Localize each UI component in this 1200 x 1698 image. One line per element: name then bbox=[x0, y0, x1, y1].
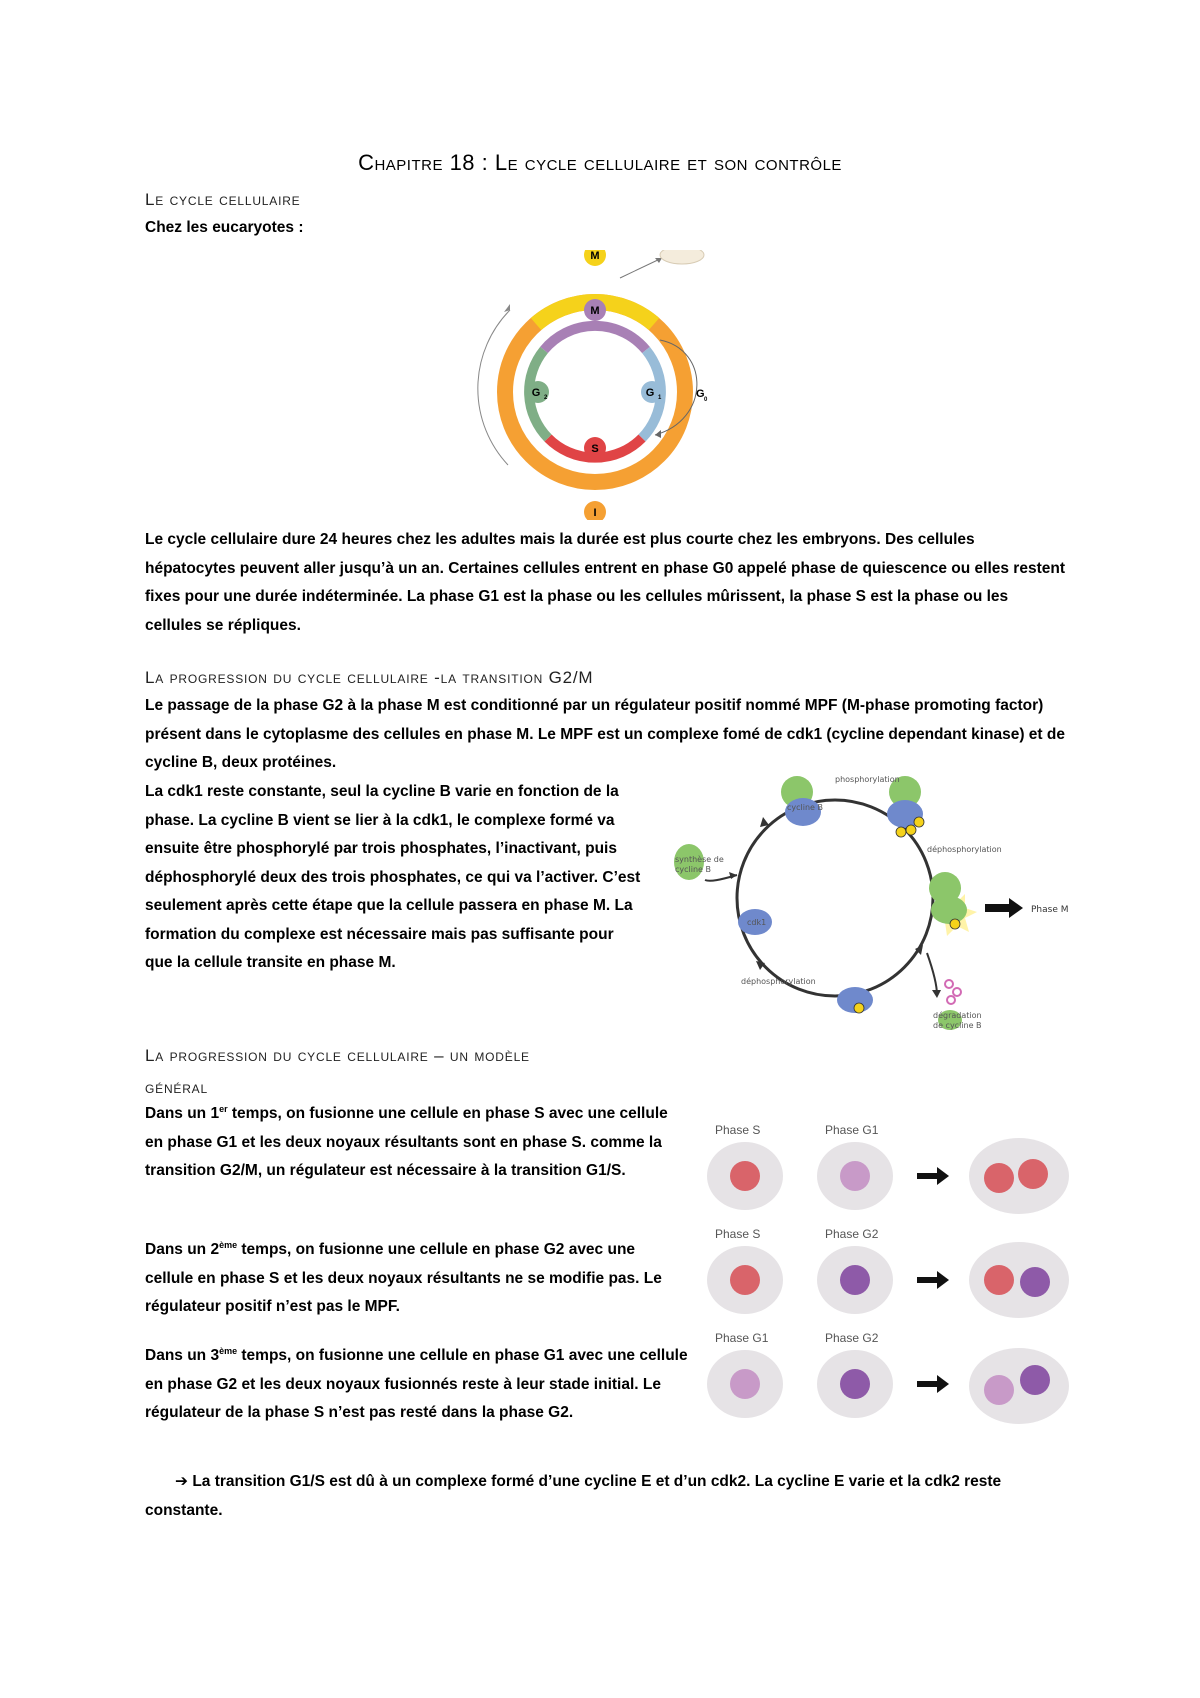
fusion-row3-result bbox=[969, 1348, 1069, 1424]
node-outer-i-label: I bbox=[593, 507, 597, 519]
label-synthese-1: synthèse de bbox=[675, 855, 724, 864]
section-heading-cycle: Le cycle cellulaire bbox=[145, 190, 301, 209]
fusion-row1-right-label: Phase G1 bbox=[825, 1123, 879, 1137]
inner-ring-m bbox=[544, 326, 646, 350]
section-heading-model-line1: La progression du cycle cellulaire – un modèle bbox=[145, 1046, 530, 1065]
mpf-cycle-diagram bbox=[665, 770, 1075, 1040]
section1-paragraph: Le cycle cellulaire dure 24 heures chez les adultes mais la durée est plus courte chez les embryons. Des cellules hépatocytes peuvent aller jusqu’à un an. Certaines cellules entrent en phase G0 appelé phase de quiescence ou elles restent fixes pour une durée indéterminée. La phase G1 est la phase ou les cellules mûrissent, la phase S est la phase ou les cellules se répliques. bbox=[145, 531, 1065, 634]
degradation-arrow bbox=[927, 953, 937, 995]
label-phase-m: Phase M bbox=[1031, 905, 1069, 915]
node-inner-g2-sub: 2 bbox=[544, 395, 548, 401]
cell-cycle-diagram bbox=[470, 250, 720, 520]
label-degradation-2: de cycline B bbox=[933, 1021, 982, 1030]
label-dephosphorylation-bottom: déphosphorylation bbox=[741, 977, 816, 986]
label-cycline-b: cycline B bbox=[787, 803, 823, 812]
section2-paragraph-full: Le passage de la phase G2 à la phase M est conditionné par un régulateur positif nommé MPF (M-phase promoting factor) présent dans le cytoplasme des cellules en phase M. Le MPF est un complexe fomé de cdk1 (cycline dependant kinase) et de cycline B, deux protéines. bbox=[145, 697, 1065, 771]
label-synthese-2: cycline B bbox=[675, 865, 711, 874]
fusion-row3-arrow bbox=[917, 1381, 939, 1387]
node-inner-g1-sub: 1 bbox=[658, 395, 662, 401]
section3-paragraph-1: Dans un 1er temps, on fusionne une cellule en phase S avec une cellule en phase G1 et les deux noyaux résultants sont en phase S. comme la transition G2/M, un régulateur est nécessaire à la transition G1/S. bbox=[145, 1103, 668, 1179]
conclusion-paragraph: ➔ La transition G1/S est dû à un complexe formé d’une cycline E et d’un cdk2. La cycline E varie et la cdk2 reste constante. bbox=[145, 1473, 1002, 1519]
page-title: Chapitre 18 : Le cycle cellulaire et son contrôle bbox=[358, 150, 842, 175]
label-cdk1: cdk1 bbox=[747, 918, 767, 927]
section-heading-model-line2: général bbox=[145, 1078, 208, 1097]
protein-bottom-icon bbox=[837, 987, 873, 1013]
fusion-row3-left-label: Phase G1 bbox=[715, 1331, 769, 1345]
g0-sub: 0 bbox=[704, 397, 708, 403]
section3-paragraph-2: Dans un 2ème temps, on fusionne une cellule en phase G2 avec une cellule en phase S et les deux noyaux résultants ne se modifie pas. Le régulateur positif n’est pas le MPF. bbox=[145, 1239, 662, 1315]
label-degradation-1: dégradation bbox=[933, 1011, 982, 1020]
label-phosphorylation: phosphorylation bbox=[835, 775, 900, 784]
section-heading-model bbox=[145, 1040, 530, 1104]
fusion-row2-right-label: Phase G2 bbox=[825, 1227, 879, 1241]
fusion-row2-arrow bbox=[917, 1277, 939, 1283]
fusion-row3-right-label: Phase G2 bbox=[825, 1331, 879, 1345]
node-outer-m-label: M bbox=[590, 250, 600, 262]
exit-arrow bbox=[620, 258, 662, 278]
label-dephosphorylation-top: déphosphorylation bbox=[927, 845, 1002, 854]
phase-m-arrow bbox=[985, 904, 1009, 912]
section-heading-g2m: La progression du cycle cellulaire -la transition G2/M bbox=[145, 668, 594, 687]
g0-label: G bbox=[696, 388, 705, 400]
protein-phosph-icon bbox=[887, 776, 924, 837]
fusion-row2-left-label: Phase S bbox=[715, 1227, 761, 1241]
node-inner-g2-label: G bbox=[531, 387, 541, 399]
section2-paragraph-side: La cdk1 reste constante, seul la cycline B varie en fonction de la phase. La cycline B vient se lier à la cdk1, le complexe formé va ensuite être phosphorylé par trois phosphates, l’inactivant, puis déphosphorylé deux des trois phosphates, ce qui va l’activer. C’est seulement après cette étape que la cellule passera en phase M. La formation du complexe est nécessaire mais pas suffisante pour que la cellule transite en phase M. bbox=[145, 783, 641, 971]
node-inner-s-label: S bbox=[591, 443, 599, 455]
fusion-row1-arrow bbox=[917, 1173, 939, 1179]
fusion-row1-left-label: Phase S bbox=[715, 1123, 761, 1137]
node-inner-g1-label: G bbox=[645, 387, 655, 399]
right-arrow-icon: ➔ bbox=[175, 1473, 188, 1490]
section-subheading-eucaryotes: Chez les eucaryotes : bbox=[145, 219, 304, 236]
cell-fusion-diagram bbox=[705, 1120, 1075, 1450]
node-inner-m-label: M bbox=[590, 305, 600, 317]
section3-paragraph-3: Dans un 3ème temps, on fusionne une cellule en phase G1 avec une cellule en phase G2 et les deux noyaux fusionnés reste à leur stade initial. Le régulateur de la phase S n’est pas resté dans la phase G2. bbox=[145, 1345, 688, 1421]
quiescent-cell-icon bbox=[660, 250, 704, 264]
protein-active-icon bbox=[929, 872, 977, 936]
